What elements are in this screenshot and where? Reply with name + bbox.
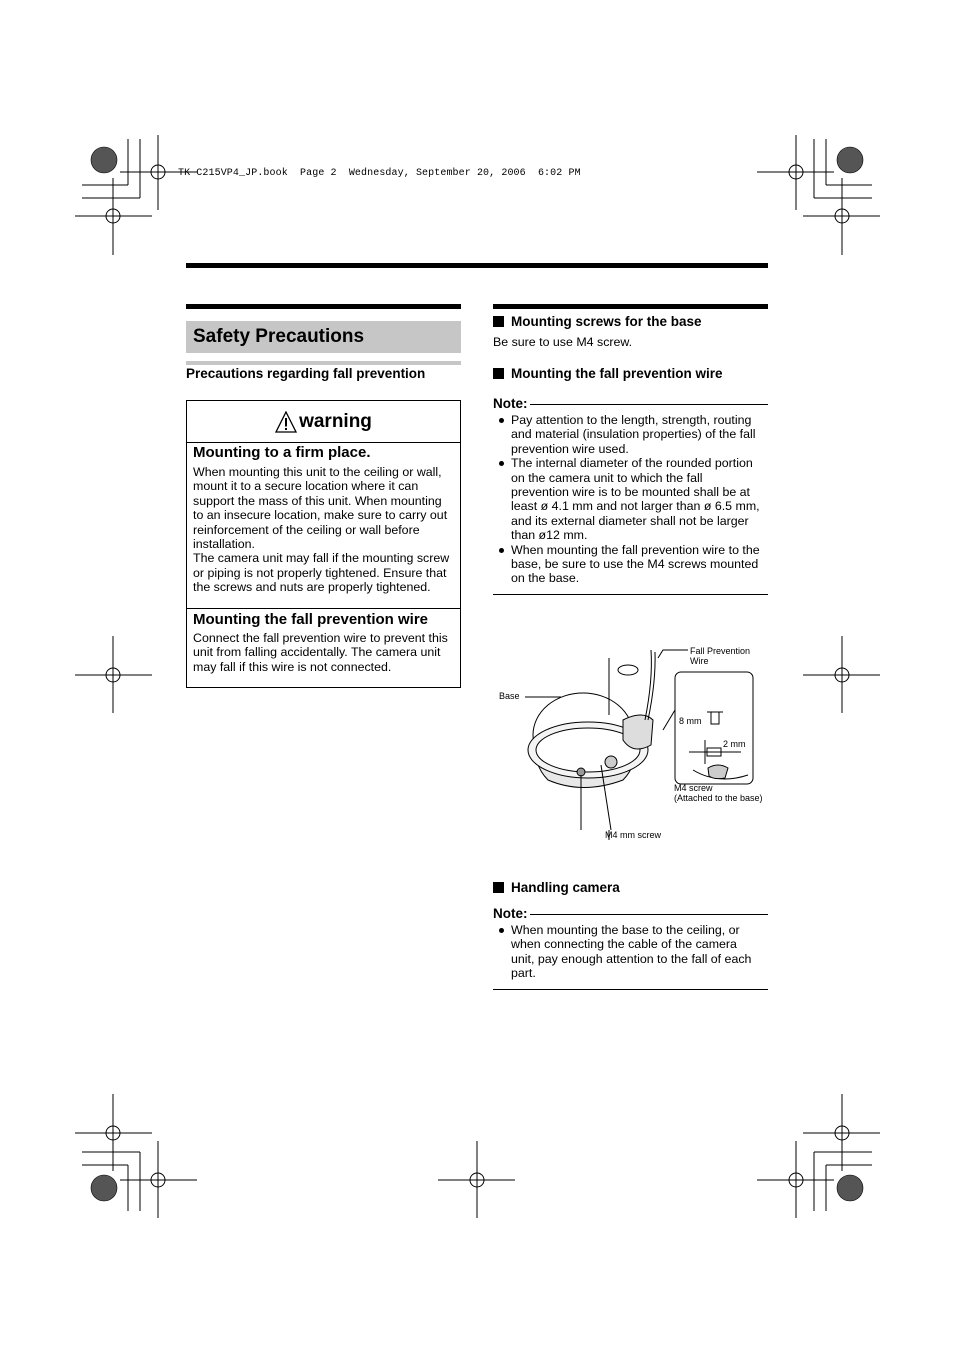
warning-section-body	[193, 465, 455, 595]
heading-mounting-screws	[493, 314, 702, 329]
heading-text: Mounting the fall prevention wire	[511, 366, 723, 381]
text-line: Fall Prevention	[690, 646, 751, 656]
warning-section-body	[193, 631, 455, 674]
square-bullet-icon	[493, 368, 504, 379]
heading-fall-prevention-wire	[493, 366, 723, 381]
warning-title	[187, 401, 460, 443]
warning-box	[186, 400, 461, 688]
list-item	[493, 923, 768, 981]
right-column-rule	[493, 304, 768, 309]
text-line: on the camera unit to which the fall	[511, 470, 703, 485]
text-line: prevention wire is to be mounted shall be at	[511, 485, 751, 500]
text-line: M4 screw	[674, 783, 713, 793]
book-header: TK-C215VP4_JP.book Page 2 Wednesday, September 20, 2006 6:02 PM	[178, 168, 581, 179]
text-line: and material (insulation properties) of the fall	[511, 427, 756, 442]
text-line: may fall if this wire is not connected.	[193, 659, 392, 674]
text-line: or piping is not properly tightened. Ensure that	[193, 565, 447, 580]
warning-divider	[187, 608, 460, 609]
text-line: part.	[511, 966, 536, 981]
label-m4-mm-screw: M4 mm screw	[605, 830, 661, 840]
section-title: Safety Precautions	[186, 321, 461, 353]
note-header	[493, 906, 768, 921]
list-item	[493, 543, 768, 586]
warning-triangle-icon	[275, 411, 297, 433]
text-line: reinforcement of the ceiling or wall before	[193, 522, 420, 537]
wire-note-list	[493, 413, 768, 586]
heading-text: Handling camera	[511, 880, 620, 895]
list-item	[493, 456, 768, 542]
section-underline	[186, 361, 461, 365]
screws-text: Be sure to use M4 screw.	[493, 335, 633, 349]
text-line: to an insecure location, make sure to carry out	[193, 508, 448, 523]
label-8mm: 8 mm	[679, 716, 702, 726]
warning-section-title: Mounting to a firm place.	[193, 444, 371, 461]
text-line: Wire	[690, 656, 709, 666]
text-line: (Attached to the base)	[674, 793, 763, 803]
note-bottom-rule	[493, 594, 768, 595]
text-line: than ø12 mm.	[511, 528, 588, 543]
text-line: Connect the fall prevention wire to prevent this	[193, 631, 448, 645]
text-line: least ø 4.1 mm and not larger than ø 6.5 mm,	[511, 499, 760, 514]
text-line: on the base.	[511, 571, 580, 586]
list-item	[493, 413, 768, 456]
label-m4-screw	[674, 783, 763, 803]
text-line: unit from falling accidentally. The camera unit	[193, 645, 441, 660]
handling-note-list	[493, 923, 768, 981]
text-line: When mounting the base to the ceiling, or	[511, 923, 740, 937]
text-line: Pay attention to the length, strength, routing	[511, 413, 752, 427]
square-bullet-icon	[493, 882, 504, 893]
text-line: the screws and nuts are properly tightened.	[193, 580, 431, 595]
text-line: The camera unit may fall if the mounting screw	[193, 551, 450, 566]
label-base: Base	[499, 691, 520, 701]
text-line: When mounting this unit to the ceiling or wall,	[193, 465, 442, 479]
handling-note	[493, 906, 768, 981]
note-header	[493, 396, 768, 411]
text-line: and its external diameter shall not be larger	[511, 513, 749, 528]
square-bullet-icon	[493, 316, 504, 327]
top-rule	[186, 263, 768, 268]
note-rule	[530, 914, 769, 915]
left-column-rule	[186, 304, 461, 309]
warning-title-text: warning	[299, 410, 372, 432]
heading-handling-camera	[493, 880, 620, 895]
label-fall-prevention-wire	[690, 646, 750, 666]
label-2mm: 2 mm	[723, 739, 746, 749]
warning-section-title: Mounting the fall prevention wire	[193, 611, 429, 628]
text-line: installation.	[193, 537, 255, 552]
text-line: prevention wire used.	[511, 441, 629, 456]
note-label: Note:	[493, 396, 528, 411]
text-line: unit, pay enough attention to the fall of each	[511, 951, 752, 966]
text-line: mount it to a secure location where it can	[193, 479, 419, 494]
text-line: base, be sure to use the M4 screws mounted	[511, 557, 759, 572]
text-line: when connecting the cable of the camera	[511, 937, 737, 952]
wire-note	[493, 396, 768, 586]
handling-bottom-rule	[493, 989, 768, 990]
heading-text: Mounting screws for the base	[511, 314, 702, 329]
text-line: support the mass of this unit. When mounting	[193, 493, 442, 508]
note-rule	[530, 404, 769, 405]
subhead-fall-prevention: Precautions regarding fall prevention	[186, 366, 426, 381]
note-label: Note:	[493, 906, 528, 921]
text-line: The internal diameter of the rounded portion	[511, 456, 753, 471]
text-line: When mounting the fall prevention wire to the	[511, 542, 760, 557]
